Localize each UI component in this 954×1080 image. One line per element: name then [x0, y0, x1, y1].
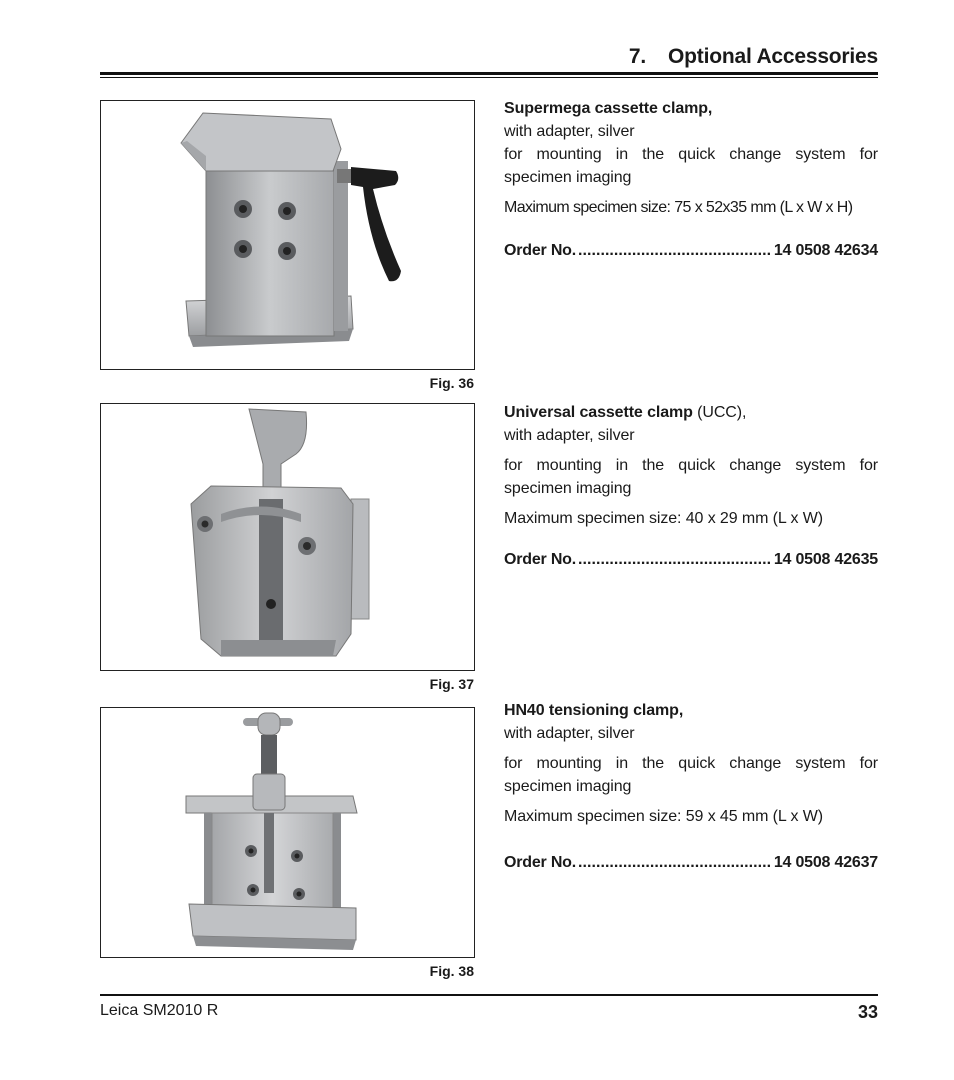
item-3-order-number: 14 0508 42637	[773, 854, 878, 871]
item-2-desc-line2: specimen imaging	[504, 480, 632, 497]
item-2-text	[504, 401, 878, 530]
section-header	[629, 45, 878, 69]
item-2-max-size: Maximum specimen size: 40 x 29 mm (L x W)	[504, 510, 823, 527]
item-3-desc-line2: specimen imaging	[504, 778, 632, 795]
fig-label-37: Fig. 37	[429, 676, 474, 692]
section-number: 7.	[628, 45, 647, 68]
item-2-name-suffix: (UCC),	[692, 404, 747, 421]
item-1-desc-line1: for mounting in the quick change system for	[504, 146, 878, 163]
item-3-order	[504, 854, 878, 872]
item-2-order-label: Order No.	[504, 551, 576, 568]
fig-label-38: Fig. 38	[429, 963, 474, 979]
item-1-name: Supermega cassette clamp,	[504, 100, 713, 117]
item-3-order-leader	[578, 854, 772, 872]
item-3-text	[504, 699, 878, 828]
header-rule-thick	[100, 72, 878, 75]
item-2-desc-line1: for mounting in the quick change system for	[504, 457, 878, 474]
item-1-max-size: Maximum specimen size: 75 x 52x35 mm (L x W x H)	[504, 199, 853, 216]
item-3-max-size: Maximum specimen size: 59 x 45 mm (L x W)	[504, 808, 823, 825]
item-2-order-leader	[578, 551, 772, 569]
page-number: 33	[857, 1002, 878, 1022]
item-3-desc-line1: for mounting in the quick change system for	[504, 755, 878, 772]
item-1-desc-line2: specimen imaging	[504, 169, 632, 186]
figure-universal-clamp	[100, 403, 475, 671]
item-1-text	[504, 97, 878, 219]
footer-product: Leica SM2010 R	[100, 1002, 219, 1019]
item-1-order-number: 14 0508 42634	[773, 242, 878, 259]
item-2-order-number: 14 0508 42635	[773, 551, 878, 568]
footer-rule	[100, 994, 878, 996]
figure-hn40-clamp	[100, 707, 475, 958]
item-1-subtitle: with adapter, silver	[504, 123, 635, 140]
hn40-clamp-image	[101, 708, 474, 957]
universal-clamp-image	[101, 404, 474, 670]
supermega-clamp-image	[101, 101, 474, 369]
item-3-subtitle: with adapter, silver	[504, 725, 635, 742]
item-2-subtitle: with adapter, silver	[504, 427, 635, 444]
figure-supermega-clamp	[100, 100, 475, 370]
item-1-order-leader	[578, 242, 772, 260]
item-2-order	[504, 551, 878, 569]
section-title: Optional Accessories	[668, 45, 878, 68]
fig-label-36: Fig. 36	[429, 375, 474, 391]
item-1-order-label: Order No.	[504, 242, 576, 259]
item-3-name: HN40 tensioning clamp,	[504, 702, 684, 719]
header-rule-thin	[100, 77, 878, 78]
item-1-order	[504, 242, 878, 260]
item-2-name: Universal cassette clamp	[504, 404, 693, 421]
item-3-order-label: Order No.	[504, 854, 576, 871]
